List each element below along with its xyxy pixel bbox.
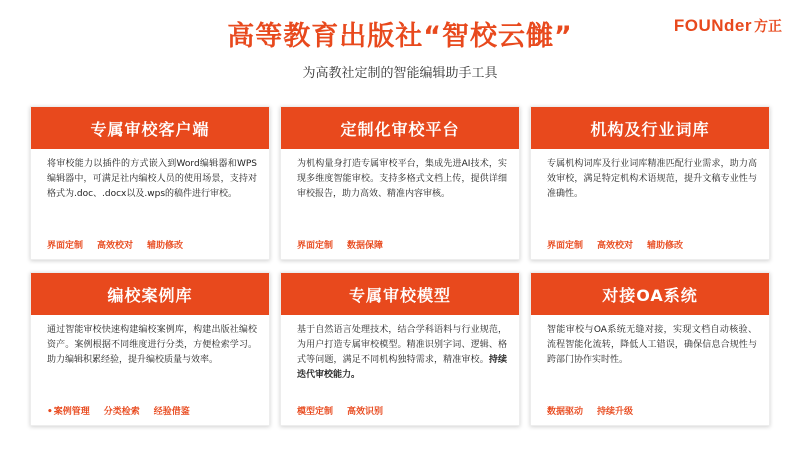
card-description — [281, 149, 519, 202]
card-tag: 界面定制 — [297, 241, 334, 251]
card-description-text: 通过智能审校快速构建编校案例库，构建出版社编校资产。案例根据不同维度进行分类，方便检索学习。助力编辑积累经验，提升编校质量与效率。 — [47, 325, 257, 365]
card-tags — [47, 238, 197, 251]
card-description-text: 专属机构词库及行业词库精准匹配行业需求，助力高效审校，满足特定机构术语规范，提升文稿专业性与准确性。 — [547, 159, 757, 199]
feature-card-custom-platform — [280, 106, 520, 260]
feature-card-case-library — [30, 272, 270, 426]
feature-card-review-client — [30, 106, 270, 260]
page-title: 高等教育出版社“智校云雠” — [227, 21, 573, 52]
card-tag: 模型定制 — [297, 407, 334, 417]
card-description — [531, 315, 769, 368]
card-tags — [547, 238, 697, 251]
card-tag: 持续升级 — [597, 407, 634, 417]
card-description — [531, 149, 769, 202]
card-tags — [297, 238, 397, 251]
card-description-text: 为机构量身打造专属审校平台，集成先进AI技术，实现多维度智能审校。支持多格式文档上传，提供详细审校报告，助力高效、精准内容审核。 — [297, 159, 507, 199]
card-description-text: 基于自然语言处理技术，结合学科语料与行业规范，为用户打造专属审校模型。精准识别字词、逻辑、格式等问题，满足不同机构独特需求，精准审校。 — [297, 325, 507, 365]
card-tag: 高效识别 — [347, 407, 384, 417]
card-description-emphasis: 持续迭代审校能力。 — [297, 355, 507, 380]
card-tag: 高效校对 — [97, 241, 134, 251]
feature-card-terminology — [530, 106, 770, 260]
feature-grid — [30, 106, 770, 426]
card-title: 定制化审校平台 — [281, 107, 519, 149]
card-description — [31, 315, 269, 368]
card-title: 对接OA系统 — [531, 273, 769, 315]
page-subtitle: 为高教社定制的智能编辑助手工具 — [302, 66, 498, 81]
card-title: 专属审校模型 — [281, 273, 519, 315]
card-description-text: 将审校能力以插件的方式嵌入到Word编辑器和WPS编辑器中，可满足社内编校人员的使用场景，支持对格式为.doc、.docx以及.wps的稿件进行审校。 — [47, 159, 257, 199]
card-title: 专属审校客户端 — [31, 107, 269, 149]
card-tags — [297, 404, 397, 417]
card-tag: 界面定制 — [547, 241, 584, 251]
card-tag: 分类检索 — [103, 407, 140, 417]
card-tag: 辅助修改 — [147, 241, 184, 251]
feature-card-oa-integration — [530, 272, 770, 426]
card-title: 编校案例库 — [31, 273, 269, 315]
card-tag: 界面定制 — [47, 241, 84, 251]
card-tag: 高效校对 — [597, 241, 634, 251]
card-tag: 数据驱动 — [547, 407, 584, 417]
card-description — [281, 315, 519, 383]
logo-latin-text: FOUNder — [673, 16, 752, 35]
founder-logo — [674, 16, 782, 36]
card-tag: 辅助修改 — [647, 241, 684, 251]
card-description — [31, 149, 269, 202]
card-title: 机构及行业词库 — [531, 107, 769, 149]
card-tag: 经验借鉴 — [153, 407, 190, 417]
feature-card-review-model — [280, 272, 520, 426]
card-tag: 数据保障 — [347, 241, 384, 251]
card-description-text: 智能审校与OA系统无缝对接，实现文档自动核验、流程智能化流转，降低人工错误，确保信息合规性与跨部门协作实时性。 — [547, 325, 757, 365]
card-tags — [47, 404, 204, 417]
card-tags — [547, 404, 647, 417]
card-tag: • 案例管理 — [47, 404, 90, 417]
logo-chinese-text: 方正 — [754, 19, 782, 35]
